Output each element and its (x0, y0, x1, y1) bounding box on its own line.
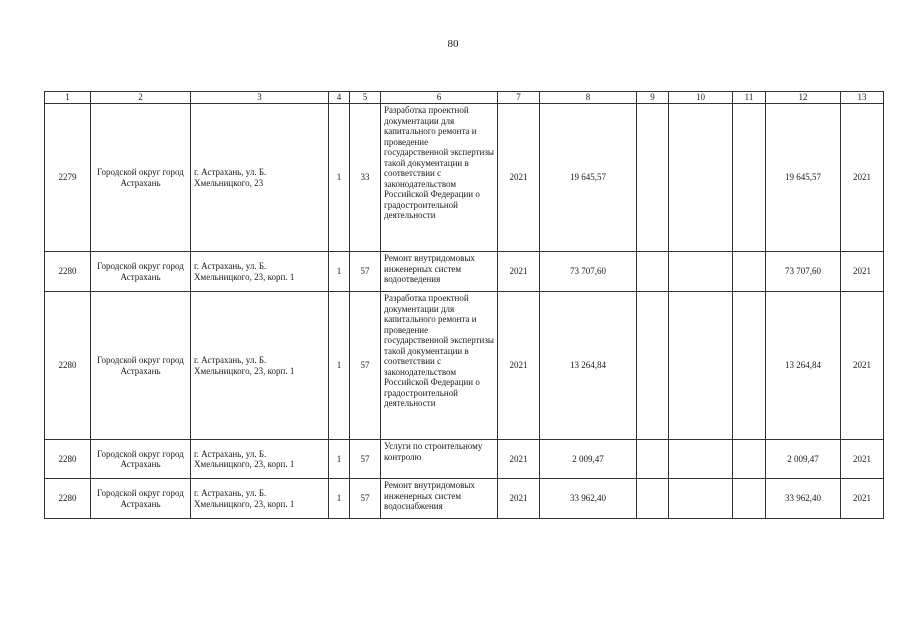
column-header: 1 (45, 92, 91, 104)
column-header: 11 (733, 92, 766, 104)
cost-cell: 33 962,40 (540, 479, 637, 519)
completion-year-cell: 2021 (841, 292, 884, 440)
col11-cell (733, 440, 766, 479)
column-header: 2 (91, 92, 191, 104)
column-header: 10 (669, 92, 733, 104)
address-cell: г. Астрахань, ул. Б. Хмельницкого, 23, корп. 1 (191, 440, 329, 479)
work-type-cell: Разработка проектной документации для капитального ремонта и проведение государственной экспертизы такой документации в соответствии с законодательством Российской Федерации о градостроительной деятельности (381, 292, 498, 440)
col10-cell (669, 104, 733, 252)
row-number-cell: 2280 (45, 440, 91, 479)
col11-cell (733, 252, 766, 292)
col4-cell: 1 (329, 292, 350, 440)
year-cell: 2021 (498, 292, 540, 440)
work-type-cell: Услуги по строительному контролю (381, 440, 498, 479)
col10-cell (669, 252, 733, 292)
column-header: 13 (841, 92, 884, 104)
table-row (45, 292, 884, 440)
col9-cell (637, 479, 669, 519)
cost-cell: 2 009,47 (540, 440, 637, 479)
work-type-cell: Ремонт внутридомовых инженерных систем водоснабжения (381, 479, 498, 519)
completion-year-cell: 2021 (841, 104, 884, 252)
total-cell: 19 645,57 (766, 104, 841, 252)
column-header: 8 (540, 92, 637, 104)
work-type-cell: Разработка проектной документации для капитального ремонта и проведение государственной экспертизы такой документации в соответствии с законодательством Российской Федерации о градостроительной деятельности (381, 104, 498, 252)
row-number-cell: 2280 (45, 252, 91, 292)
year-cell: 2021 (498, 252, 540, 292)
col5-cell: 57 (350, 440, 381, 479)
col5-cell: 33 (350, 104, 381, 252)
col9-cell (637, 104, 669, 252)
address-cell: г. Астрахань, ул. Б. Хмельницкого, 23, корп. 1 (191, 479, 329, 519)
row-number-cell: 2280 (45, 292, 91, 440)
column-header: 5 (350, 92, 381, 104)
completion-year-cell: 2021 (841, 440, 884, 479)
col10-cell (669, 292, 733, 440)
address-cell: г. Астрахань, ул. Б. Хмельницкого, 23, корп. 1 (191, 252, 329, 292)
col9-cell (637, 440, 669, 479)
column-header: 4 (329, 92, 350, 104)
work-type-cell: Ремонт внутридомовых инженерных систем водоотведения (381, 252, 498, 292)
row-number-cell: 2279 (45, 104, 91, 252)
column-header: 3 (191, 92, 329, 104)
row-number-cell: 2280 (45, 479, 91, 519)
column-header: 12 (766, 92, 841, 104)
year-cell: 2021 (498, 104, 540, 252)
col11-cell (733, 104, 766, 252)
total-cell: 13 264,84 (766, 292, 841, 440)
col10-cell (669, 479, 733, 519)
column-header: 9 (637, 92, 669, 104)
data-table (44, 91, 884, 519)
municipality-cell: Городской округ город Астрахань (91, 292, 191, 440)
total-cell: 73 707,60 (766, 252, 841, 292)
table-row (45, 252, 884, 292)
municipality-cell: Городской округ город Астрахань (91, 104, 191, 252)
cost-cell: 13 264,84 (540, 292, 637, 440)
table-row (45, 104, 884, 252)
year-cell: 2021 (498, 440, 540, 479)
column-header: 7 (498, 92, 540, 104)
col11-cell (733, 292, 766, 440)
completion-year-cell: 2021 (841, 252, 884, 292)
table-row (45, 440, 884, 479)
col9-cell (637, 292, 669, 440)
cost-cell: 73 707,60 (540, 252, 637, 292)
col5-cell: 57 (350, 479, 381, 519)
address-cell: г. Астрахань, ул. Б. Хмельницкого, 23, корп. 1 (191, 292, 329, 440)
col5-cell: 57 (350, 292, 381, 440)
col5-cell: 57 (350, 252, 381, 292)
municipality-cell: Городской округ город Астрахань (91, 479, 191, 519)
col4-cell: 1 (329, 479, 350, 519)
municipality-cell: Городской округ город Астрахань (91, 440, 191, 479)
cost-cell: 19 645,57 (540, 104, 637, 252)
column-header: 6 (381, 92, 498, 104)
table-row (45, 479, 884, 519)
year-cell: 2021 (498, 479, 540, 519)
total-cell: 33 962,40 (766, 479, 841, 519)
page-number: 80 (447, 38, 459, 50)
col4-cell: 1 (329, 252, 350, 292)
completion-year-cell: 2021 (841, 479, 884, 519)
municipality-cell: Городской округ город Астрахань (91, 252, 191, 292)
col4-cell: 1 (329, 104, 350, 252)
address-cell: г. Астрахань, ул. Б. Хмельницкого, 23 (191, 104, 329, 252)
total-cell: 2 009,47 (766, 440, 841, 479)
col10-cell (669, 440, 733, 479)
col11-cell (733, 479, 766, 519)
col4-cell: 1 (329, 440, 350, 479)
col9-cell (637, 252, 669, 292)
column-number-header-row (45, 92, 884, 104)
